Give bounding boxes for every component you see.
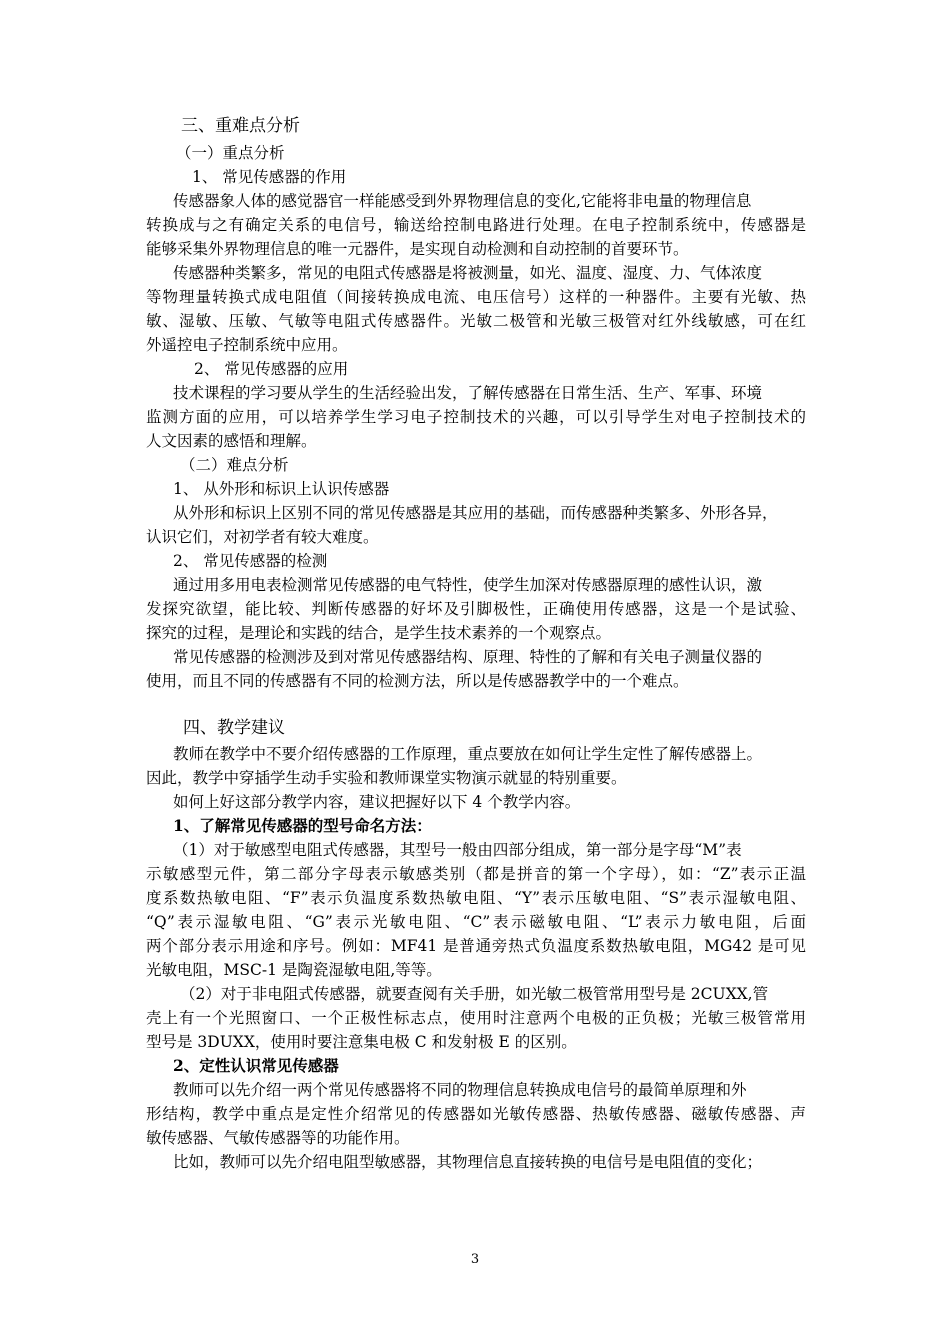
- paragraph-line: 敏传感器、气敏传感器等的功能作用。: [146, 1129, 410, 1147]
- paragraph-line: 能够采集外界物理信息的唯一元器件，是实现自动检测和自动控制的首要环节。: [146, 240, 689, 258]
- paragraph-line: 外遥控电子控制系统中应用。: [146, 336, 348, 354]
- section-heading-4: 四、教学建议: [183, 718, 285, 738]
- subsection-heading-difficulties: （二）难点分析: [180, 456, 289, 474]
- paragraph-line: 光敏电阻，MSC-1 是陶瓷湿敏电阻,等等。: [146, 961, 442, 979]
- paragraph-line: 发探究欲望，能比较、判断传感器的好坏及引脚极性，正确使用传感器，这是一个是试验、: [146, 600, 806, 618]
- paragraph-line: 通过用多用电表检测常见传感器的电气特性，使学生加深对传感器原理的感性认识，激: [173, 576, 763, 594]
- paragraph-line: 转换成与之有确定关系的电信号，输送给控制电路进行处理。在电子控制系统中，传感器是: [146, 216, 806, 234]
- paragraph-line: 认识它们，对初学者有较大难度。: [146, 528, 379, 546]
- paragraph-line: 从外形和标识上区别不同的常见传感器是其应用的基础，而传感器种类繁多、外形各异，: [173, 504, 778, 522]
- paragraph-line: 技术课程的学习要从学生的生活经验出发，了解传感器在日常生活、生产、军事、环境: [173, 384, 763, 402]
- paragraph-line: 探究的过程，是理论和实践的结合，是学生技术素养的一个观察点。: [146, 624, 612, 642]
- paragraph-line: 比如，教师可以先介绍电阻型敏感器，其物理信息直接转换的电信号是电阻值的变化；: [173, 1153, 763, 1171]
- paragraph-line: 两个部分表示用途和序号。例如：MF41 是普通旁热式负温度系数热敏电阻，MG42 是可见: [146, 937, 806, 955]
- paragraph-line: 常见传感器的检测涉及到对常见传感器结构、原理、特性的了解和有关电子测量仪器的: [173, 648, 763, 666]
- paragraph-line: 度系数热敏电阻、“F”表示负温度系数热敏电阻、“Y”表示压敏电阻、“S”表示湿敏电阻、: [146, 889, 806, 907]
- page-number: 3: [470, 1252, 480, 1267]
- subsection-heading-key-points: （一）重点分析: [176, 144, 285, 162]
- paragraph-line: 型号是 3DUXX，使用时要注意集电极 C 和发射极 E 的区别。: [146, 1033, 577, 1051]
- paragraph-line: 如何上好这部分教学内容，建议把握好以下 4 个教学内容。: [173, 793, 581, 811]
- item-heading: 2、 常见传感器的应用: [194, 360, 349, 378]
- paragraph-line: 因此，教学中穿插学生动手实验和教师课堂实物演示就显的特别重要。: [146, 769, 627, 787]
- paragraph-line: 使用，而且不同的传感器有不同的检测方法，所以是传感器教学中的一个难点。: [146, 672, 689, 690]
- paragraph-line: 等物理量转换式成电阻值（间接转换成电流、电压信号）这样的一种器件。主要有光敏、热: [146, 288, 806, 306]
- item-heading: 1、了解常见传感器的型号命名方法：: [173, 816, 432, 835]
- paragraph-line: 形结构，教学中重点是定性介绍常见的传感器如光敏传感器、热敏传感器、磁敏传感器、声: [146, 1105, 806, 1123]
- paragraph-line: 人文因素的感悟和理解。: [146, 432, 317, 450]
- section-heading-3: 三、重难点分析: [181, 116, 300, 136]
- paragraph-line: （2）对于非电阻式传感器，就要查阅有关手册，如光敏二极管常用型号是 2CUXX,管: [180, 985, 769, 1003]
- paragraph-line: 壳上有一个光照窗口、一个正极性标志点，使用时注意两个电极的正负极；光敏三极管常用: [146, 1009, 806, 1027]
- item-heading: 1、 从外形和标识上认识传感器: [173, 480, 390, 498]
- item-heading: 2、定性认识常见传感器: [173, 1056, 339, 1075]
- paragraph-line: 监测方面的应用，可以培养学生学习电子控制技术的兴趣，可以引导学生对电子控制技术的: [146, 408, 806, 426]
- item-heading: 2、 常见传感器的检测: [173, 552, 328, 570]
- paragraph-line: 示敏感型元件，第二部分字母表示敏感类别（都是拼音的第一个字母），如：“Z”表示正温: [146, 865, 806, 883]
- paragraph-line: 教师可以先介绍一两个常见传感器将不同的物理信息转换成电信号的最简单原理和外: [173, 1081, 747, 1099]
- paragraph-line: 敏、湿敏、压敏、气敏等电阻式传感器件。光敏二极管和光敏三极管对红外线敏感，可在红: [146, 312, 806, 330]
- item-heading: 1、 常见传感器的作用: [192, 168, 347, 186]
- paragraph-line: 教师在教学中不要介绍传感器的工作原理，重点要放在如何让学生定性了解传感器上。: [173, 745, 763, 763]
- paragraph-line: （1）对于敏感型电阻式传感器，其型号一般由四部分组成，第一部分是字母“M”表: [173, 841, 742, 859]
- paragraph-line: 传感器种类繁多，常见的电阻式传感器是将被测量，如光、温度、湿度、力、气体浓度: [173, 264, 763, 282]
- paragraph-line: 传感器象人体的感觉器官一样能感受到外界物理信息的变化,它能将非电量的物理信息: [173, 192, 752, 210]
- paragraph-line: “Q”表示湿敏电阻、“G”表示光敏电阻、“C”表示磁敏电阻、“L”表示力敏电阻，后面: [146, 913, 806, 931]
